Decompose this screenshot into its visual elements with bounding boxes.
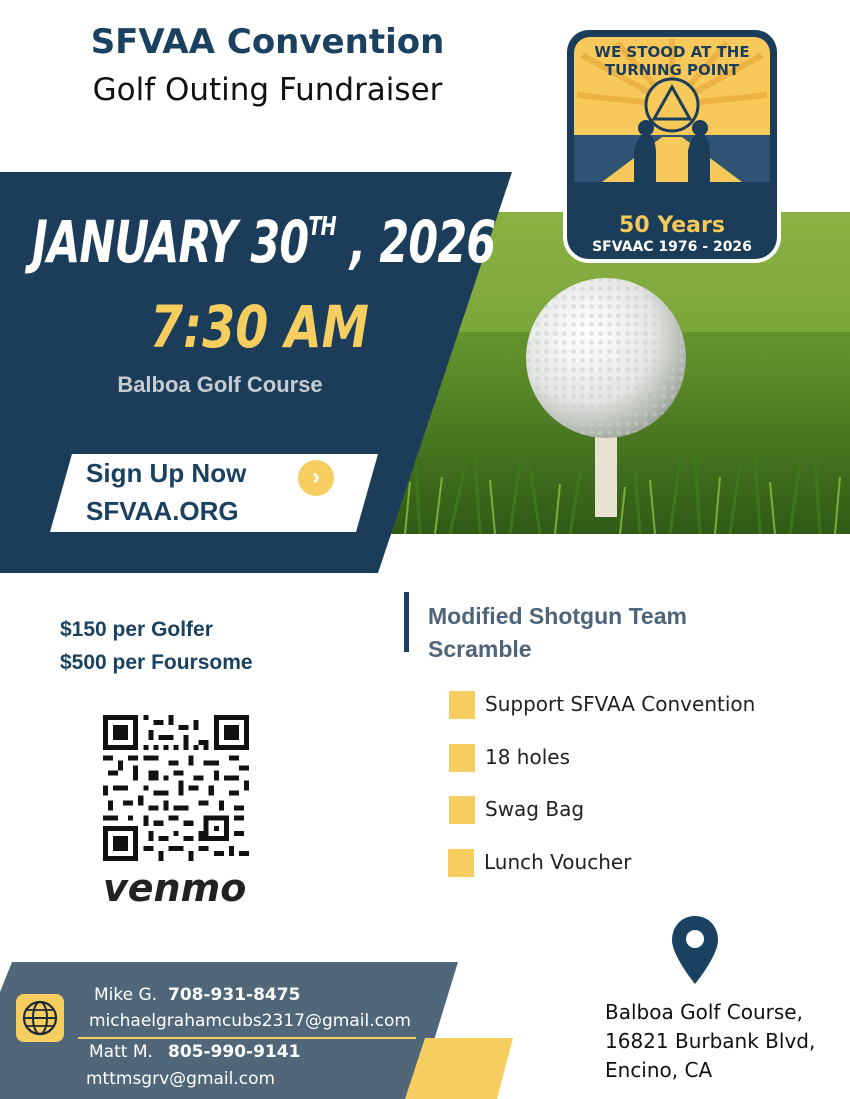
map-pin-icon: [670, 914, 720, 986]
contact-divider: [78, 1037, 416, 1039]
address-line-2: 16821 Burbank Blvd,: [605, 1029, 816, 1053]
badge-top-text-2: TURNING POINT: [604, 61, 740, 79]
badge-top-text-1: WE STOOD AT THE: [594, 43, 750, 61]
bullet-square: [449, 796, 475, 824]
address-line-1: Balboa Golf Course,: [605, 1000, 803, 1024]
venmo-logo: venmo: [103, 866, 247, 910]
format-heading: Modified Shotgun Team Scramble: [428, 603, 687, 662]
badge-years: 50 Years: [619, 213, 725, 238]
bullet-square: [448, 849, 474, 877]
venmo-qr-code[interactable]: [103, 715, 249, 861]
signup-label[interactable]: Sign Up Now: [86, 458, 247, 488]
date-year: , 2026: [335, 208, 496, 276]
signup-link[interactable]: SFVAA.ORG: [86, 496, 239, 526]
globe-icon: [16, 994, 64, 1042]
page-subtitle: Golf Outing Fundraiser: [92, 72, 443, 108]
format-item: Support SFVAA Convention: [485, 692, 756, 716]
contact-phone-1[interactable]: 708-931-8475: [168, 985, 301, 1005]
format-item: 18 holes: [485, 745, 570, 769]
contact-name-2: Matt M.: [89, 1042, 153, 1062]
page-title: SFVAA Convention: [90, 22, 445, 62]
event-date: [32, 208, 495, 276]
bullet-square: [449, 744, 475, 772]
badge-range: SFVAAC 1976 - 2026: [592, 239, 752, 255]
contact-phone-2[interactable]: 805-990-9141: [168, 1042, 301, 1062]
contact-name-1: Mike G.: [94, 985, 158, 1005]
event-time: 7:30 AM: [150, 293, 369, 361]
contact-email-1[interactable]: michaelgrahamcubs2317@gmail.com: [89, 1011, 411, 1031]
format-item: Swag Bag: [485, 797, 585, 821]
contact-email-2[interactable]: mttmsgrv@gmail.com: [86, 1069, 276, 1089]
date-text: JANUARY 30: [32, 208, 309, 276]
address-line-3: Encino, CA: [605, 1058, 713, 1082]
event-venue: Balboa Golf Course: [117, 372, 323, 397]
anniversary-badge: [562, 25, 782, 264]
section-accent-bar: [404, 592, 409, 652]
price-golfer: $150 per Golfer: [60, 618, 213, 641]
date-suffix: TH: [308, 212, 336, 242]
chevron-right-icon[interactable]: ›: [298, 460, 334, 496]
event-address: [605, 998, 815, 1085]
accent-stripe: [405, 1038, 515, 1099]
format-item: Lunch Voucher: [484, 850, 632, 874]
price-foursome: $500 per Foursome: [60, 651, 253, 674]
bullet-square: [449, 691, 475, 719]
